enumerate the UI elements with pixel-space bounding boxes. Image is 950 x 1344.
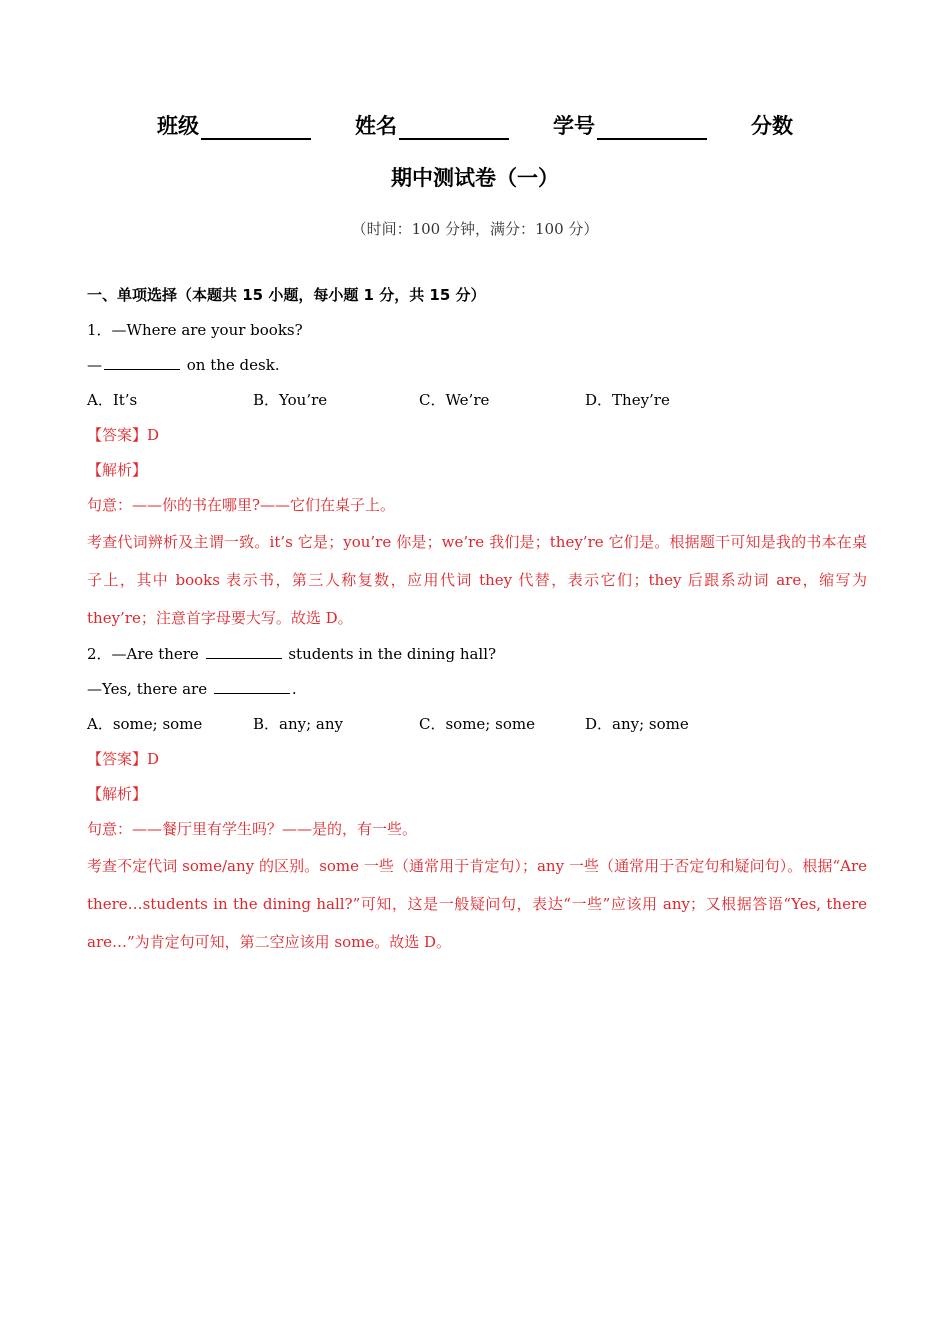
q2-stem (87, 637, 867, 672)
q1-analysis-label: 【解析】 (87, 461, 148, 479)
q2-options (87, 707, 867, 742)
q2-option-c: C．some; some (419, 715, 535, 733)
q1-reply-prefix: — (87, 356, 102, 374)
q2-stem-prefix: 2．—Are there (87, 645, 204, 663)
q1-explanation: 考查代词辨析及主谓一致。it’s 它是；you’re 你是；we’re 我们是；they’re 它们是。根据题干可知是我的书本在桌子上，其中 books 表示书，第三人称复数，应用代词 they 代替，表示它们；they 后跟系动词 are，缩写为 they’re；注意首字母要大写。故选 D。 (87, 533, 867, 627)
score-label: 分数 (751, 114, 793, 138)
name-label: 姓名 (355, 114, 397, 138)
q1-option-c: C．We’re (419, 391, 490, 409)
number-blank (597, 116, 707, 140)
exam-subtitle: （时间：100 分钟，满分：100 分） (351, 220, 599, 238)
class-blank (201, 116, 311, 140)
name-field (355, 110, 509, 140)
q1-stem: 1．—Where are your books? (87, 321, 303, 339)
class-label: 班级 (157, 114, 199, 138)
name-blank (399, 116, 509, 140)
exam-content (87, 278, 867, 961)
q2-answer: 【答案】D (87, 750, 160, 768)
q2-meaning: 句意：——餐厅里有学生吗？——是的，有一些。 (87, 820, 418, 838)
q2-option-b: B．any; any (253, 715, 344, 733)
exam-title: 期中测试卷（一） (391, 166, 559, 190)
q2-stem-suffix: students in the dining hall? (283, 645, 497, 663)
q1-blank (104, 355, 180, 370)
q1-option-b: B．You’re (253, 391, 328, 409)
q2-reply-suffix: . (291, 680, 297, 698)
q2-analysis-label: 【解析】 (87, 785, 148, 803)
q2-blank-2 (214, 679, 290, 694)
number-field (553, 110, 707, 140)
q1-meaning: 句意：——你的书在哪里?——它们在桌子上。 (87, 496, 396, 514)
q1-answer: 【答案】D (87, 426, 160, 444)
q1-reply (87, 348, 867, 383)
student-info-row (0, 110, 950, 140)
q2-option-a: A．some; some (87, 715, 203, 733)
q2-blank-1 (206, 644, 282, 659)
q1-option-d: D．They’re (585, 391, 670, 409)
q2-explanation: 考查不定代词 some/any 的区别。some 一些（通常用于肯定句）；any 一些（通常用于否定句和疑问句）。根据“Are there…students in the dining hall?”可知，这是一般疑问句，表达“一些”应该用 any；又根据答语“Yes, there are…”为肯定句可知，第二空应该用 some。故选 D。 (87, 857, 867, 951)
q1-reply-suffix: on the desk. (182, 356, 280, 374)
q2-option-d: D．any; some (585, 715, 689, 733)
section-heading: 一、单项选择（本题共 15 小题，每小题 1 分，共 15 分） (87, 286, 486, 304)
class-field (157, 110, 311, 140)
score-field (751, 110, 793, 140)
q1-options (87, 383, 867, 418)
number-label: 学号 (553, 114, 595, 138)
q1-option-a: A．It’s (87, 391, 138, 409)
q2-reply-prefix: —Yes, there are (87, 680, 212, 698)
q2-reply (87, 672, 867, 707)
